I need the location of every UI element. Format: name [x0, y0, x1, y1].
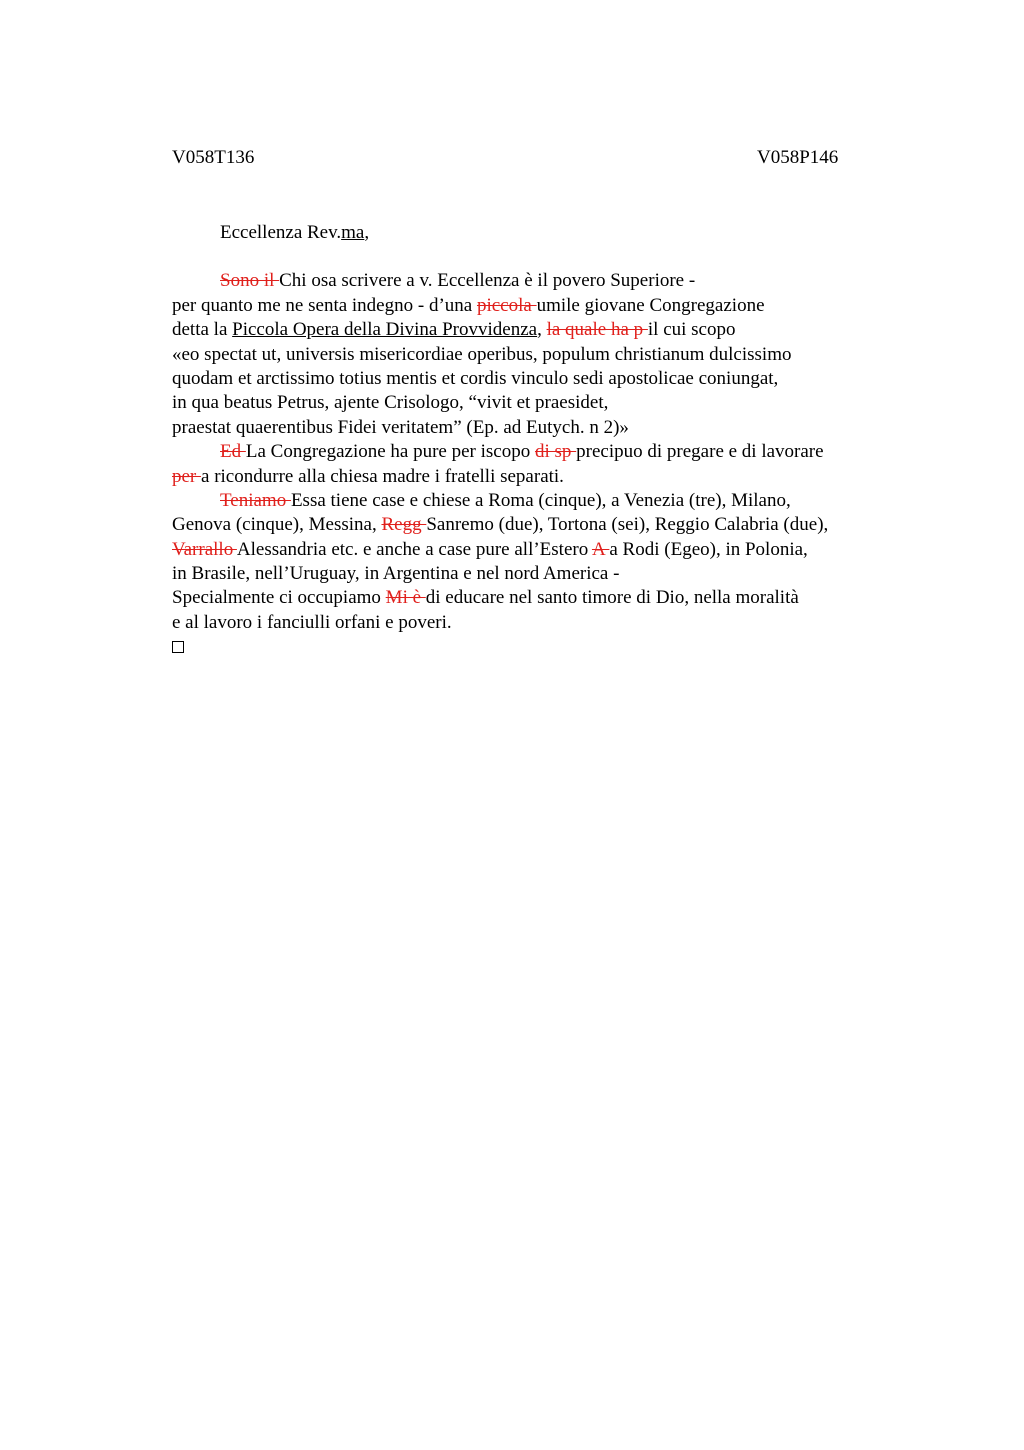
salutation-abbrev: ma: [341, 222, 365, 243]
deletion: per: [172, 465, 202, 487]
text-line-11: Genova (cinque), Messina, Regg Sanremo (due), Tortona (sei), Reggio Calabria (due),: [172, 514, 829, 536]
text-line-15: e al lavoro i fanciulli orfani e poveri.: [172, 611, 452, 633]
text-line-9: per a ricondurre alla chiesa madre i fratelli separati.: [172, 465, 564, 487]
text-line-6: in qua beatus Petrus, ajente Crisologo, “vivit et praesidet,: [172, 392, 609, 414]
text-line-2: per quanto me ne senta indegno - d’una piccola umile giovane Congregazione: [172, 294, 765, 316]
deletion: Regg: [381, 514, 427, 536]
square-box-icon: [172, 641, 184, 653]
deletion: di sp: [534, 441, 577, 463]
deletion: Mi è: [385, 587, 426, 609]
text-line-5: quodam et arctissimo totius mentis et cordis vinculo sedi apostolicae coniungat,: [172, 367, 779, 389]
deletion: Sono il: [220, 270, 280, 292]
text-line-14: Specialmente ci occupiamo Mi è di educare nel santo timore di Dio, nella moralità: [172, 587, 799, 609]
underlined-title: Piccola Opera della Divina Provvidenza: [232, 319, 538, 341]
text-line-13: in Brasile, nell’Uruguay, in Argentina e nel nord America -: [172, 563, 620, 585]
blank-line: [172, 245, 902, 269]
text-line-3: detta la Piccola Opera della Divina Provvidenza, la quale ha p il cui scopo: [172, 319, 736, 341]
text-line-1: Sono il Chi osa scrivere a v. Eccellenza è il povero Superiore -: [220, 270, 696, 292]
text-line-10: Teniamo Essa tiene case e chiese a Roma (cinque), a Venezia (tre), Milano,: [220, 489, 791, 511]
salutation: Eccellenza Rev.ma,: [220, 222, 370, 243]
text-line-7: praestat quaerentibus Fidei veritatem” (Ep. ad Eutych. n 2)»: [172, 416, 629, 438]
deletion: Teniamo: [220, 489, 291, 511]
deletion: Ed: [220, 441, 246, 463]
deletion: piccola: [476, 294, 537, 316]
text-line-12: Varrallo Alessandria etc. e anche a case pure all’Estero A a Rodi (Egeo), in Polonia,: [172, 538, 808, 560]
header-right-code: V058P146: [757, 147, 839, 168]
end-marker: [172, 635, 902, 659]
text-line-8: Ed La Congregazione ha pure per iscopo di sp precipuo di pregare e di lavorare: [220, 441, 824, 463]
deletion: A: [591, 538, 610, 560]
deletion: la quale ha p: [546, 319, 648, 341]
letter-body: [172, 221, 902, 660]
header-left-code: V058T136: [172, 147, 255, 168]
text-line-4: «eo spectat ut, universis misericordiae operibus, populum christianum dulcissimo: [172, 343, 792, 365]
deletion: Varrallo: [172, 538, 237, 560]
